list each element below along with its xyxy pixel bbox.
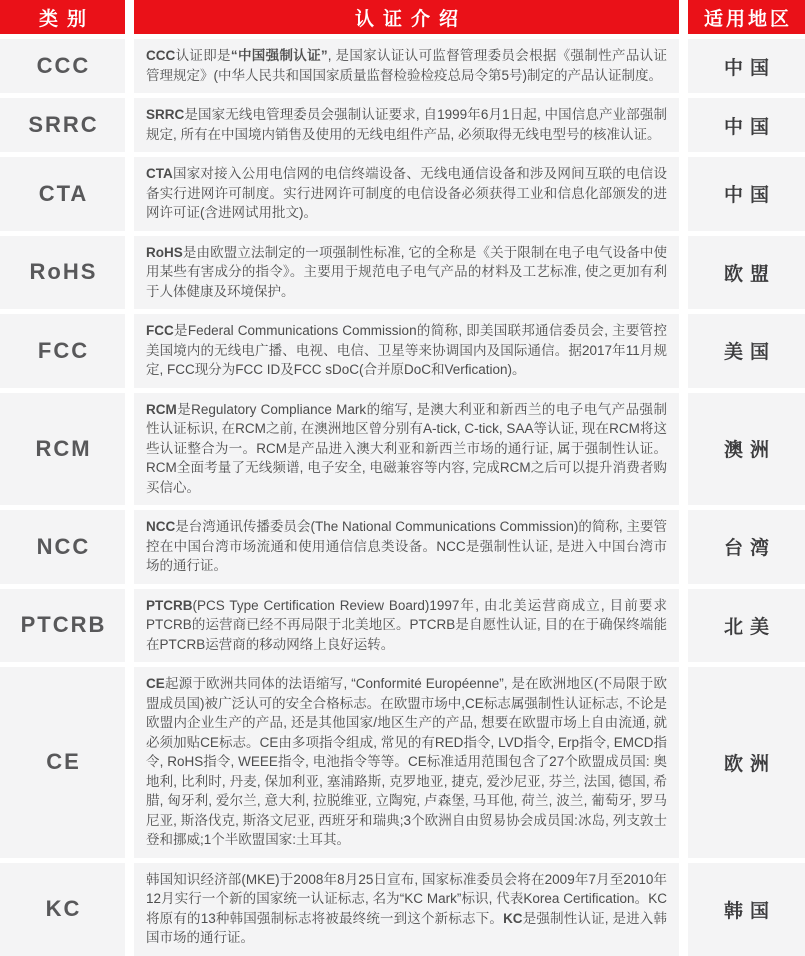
- description-text: 是国家无线电管理委员会强制认证要求, 自1999年6月1日起, 中国信息产业部强制规定, 所有在中国境内销售及使用的无线电组件产品, 必须取得无线电型号的核准认证。: [146, 107, 667, 142]
- category-cell: CCC: [0, 39, 125, 93]
- description-bold-text: FCC: [146, 323, 174, 338]
- description-text: 认证即是: [175, 48, 231, 63]
- description-text: 起源于欧洲共同体的法语缩写, “Conformité Européenne”, 是在欧洲地区(不局限于欧盟成员国)被广泛认可的安全合格标志。在欧盟市场中,CE标志属强制性认证标志, 不论是欧盟内企业生产的产品, 还是其他国家/地区生产的产品, 想要在欧盟市场上自由流通, 就必须加贴CE标志。CE由多项指令组成, 常见的有RED指令, LVD指令, Erp指令, EMCD指令, RoHS指令, WEEE指令, 电池指令等等。CE标准适用范围包含了27个欧盟成员国: 奥地利, 比利时, 丹麦, 保加利亚, 塞浦路斯, 克罗地亚, 捷克, 爱沙尼亚, 芬兰, 法国, 德国, 希腊, 匈牙利, 爱尔兰, 意大利, 拉脱维亚, 立陶宛, 卢森堡, 马耳他, 荷兰, 波兰, 葡萄牙, 罗马尼亚, 斯洛伐克, 斯洛文尼亚, 西班牙和瑞典;3个欧洲自由贸易协会成员国:冰岛, 列支敦士登和挪威;1个半欧盟国家:土耳其。: [146, 676, 667, 847]
- region-cell: 欧盟: [688, 236, 805, 310]
- description-text: 是Regulatory Compliance Mark的缩写, 是澳大利亚和新西兰的电子电气产品强制性认证标识, 在RCM之前, 在澳洲地区曾分别有A-tick, C-tick, SAA等认证, 现在RCM将这些认证整合为一。RCM是产品进入澳大利亚和新西兰市场的通行证, 属于强制性认证。RCM全面考量了无线频谱, 电子安全, 电磁兼容等内容, 完成RCM之后可以提升消费者购买信心。: [146, 401, 667, 495]
- description-bold-text: “中国强制认证”: [230, 48, 328, 63]
- description-text: 是Federal Communications Commission的简称, 即美国联邦通信委员会, 主要管控美国境内的无线电广播、电视、电信、卫星等来协调国内及国际通信。据2017年11月规定, FCC现分为FCC ID及FCC sDoC(合并原DoC和Verfication)。: [146, 323, 667, 377]
- header-applicable-region: 适用地区: [688, 0, 805, 34]
- category-cell: NCC: [0, 510, 125, 584]
- description-cell: [134, 39, 679, 93]
- description-text: 是强制性认证, 是进入韩国市场的通行证。: [146, 910, 667, 945]
- category-cell: KC: [0, 863, 125, 956]
- table-row: [0, 98, 805, 152]
- header-category: 类别: [0, 0, 125, 34]
- table-row: [0, 393, 805, 506]
- region-cell: 美国: [688, 314, 805, 388]
- table-row: [0, 236, 805, 310]
- region-cell: 韩国: [688, 863, 805, 956]
- region-cell: 欧洲: [688, 667, 805, 858]
- category-cell: CE: [0, 667, 125, 858]
- description-bold-text: CCC: [146, 48, 176, 63]
- table-row: [0, 667, 805, 858]
- description-bold-text: PTCRB: [146, 597, 193, 613]
- description-bold-text: RCM: [146, 401, 177, 417]
- table-row: [0, 157, 805, 231]
- description-text: 是由欧盟立法制定的一项强制性标准, 它的全称是《关于限制在电子电气设备中使用某些有害成分的指令》。主要用于规范电子电气产品的材料及工艺标准, 使之更加有利于人体健康及环境保护。: [146, 244, 667, 299]
- description-text: 是台湾通讯传播委员会(The National Communications Commission)的简称, 主要管控在中国台湾市场流通和使用通信信息类设备。NCC是强制性认证, 是进入中国台湾市场的通行证。: [146, 519, 667, 573]
- description-text: , 是国家认证认可监督管理委员会根据《强制性产品认证管理规定》(中华人民共和国国家质量监督检验检疫总局令第5号)制定的产品认证制度。: [146, 48, 668, 83]
- description-bold-text: CE: [146, 676, 165, 691]
- region-cell: 中国: [688, 98, 805, 152]
- header-certification-intro: 认证介绍: [134, 0, 679, 34]
- table-row: [0, 589, 805, 663]
- description-bold-text: SRRC: [146, 107, 185, 122]
- description-cell: [134, 98, 679, 152]
- category-cell: RoHS: [0, 236, 125, 310]
- region-cell: 澳洲: [688, 393, 805, 506]
- region-cell: 台湾: [688, 510, 805, 584]
- category-cell: CTA: [0, 157, 125, 231]
- description-text: (PCS Type Certification Review Board)1997年, 由北美运营商成立, 目前要求PTCRB的运营商已经不再局限于北美地区。PTCRB是自愿性认证, 目的在于确保终端能在PTCRB运营商的移动网络上良好运转。: [146, 597, 667, 652]
- description-cell: [134, 314, 679, 388]
- description-bold-text: NCC: [146, 519, 176, 534]
- category-cell: RCM: [0, 393, 125, 506]
- description-cell: [134, 157, 679, 231]
- description-cell: [134, 236, 679, 310]
- table-header-row: [0, 0, 805, 34]
- description-cell: [134, 393, 679, 506]
- description-cell: [134, 863, 679, 956]
- region-cell: 中国: [688, 39, 805, 93]
- description-cell: [134, 589, 679, 663]
- description-cell: [134, 510, 679, 584]
- table-row: [0, 314, 805, 388]
- table-body: [0, 39, 805, 956]
- table-row: [0, 863, 805, 956]
- description-bold-text: CTA: [146, 166, 173, 181]
- table-row: [0, 39, 805, 93]
- table-row: [0, 510, 805, 584]
- category-cell: SRRC: [0, 98, 125, 152]
- category-cell: PTCRB: [0, 589, 125, 663]
- description-text: 国家对接入公用电信网的电信终端设备、无线电通信设备和涉及网间互联的电信设备实行进网许可制度。实行进网许可制度的电信设备必须获得工业和信息化部颁发的进网许可证(含进网试用批文)。: [146, 166, 667, 220]
- region-cell: 北美: [688, 589, 805, 663]
- description-cell: [134, 667, 679, 858]
- description-bold-text: RoHS: [146, 244, 183, 260]
- description-text: 韩国知识经济部(MKE)于2008年8月25日宣布, 国家标准委员会将在2009年7月至2010年12月实行一个新的国家统一认证标志, 名为“KC Mark”标识, 代表Korea Certification。KC将原有的13种韩国强制标志将被最终统一到这个新标志下。: [146, 871, 667, 926]
- category-cell: FCC: [0, 314, 125, 388]
- description-bold-text: KC: [503, 910, 523, 926]
- region-cell: 中国: [688, 157, 805, 231]
